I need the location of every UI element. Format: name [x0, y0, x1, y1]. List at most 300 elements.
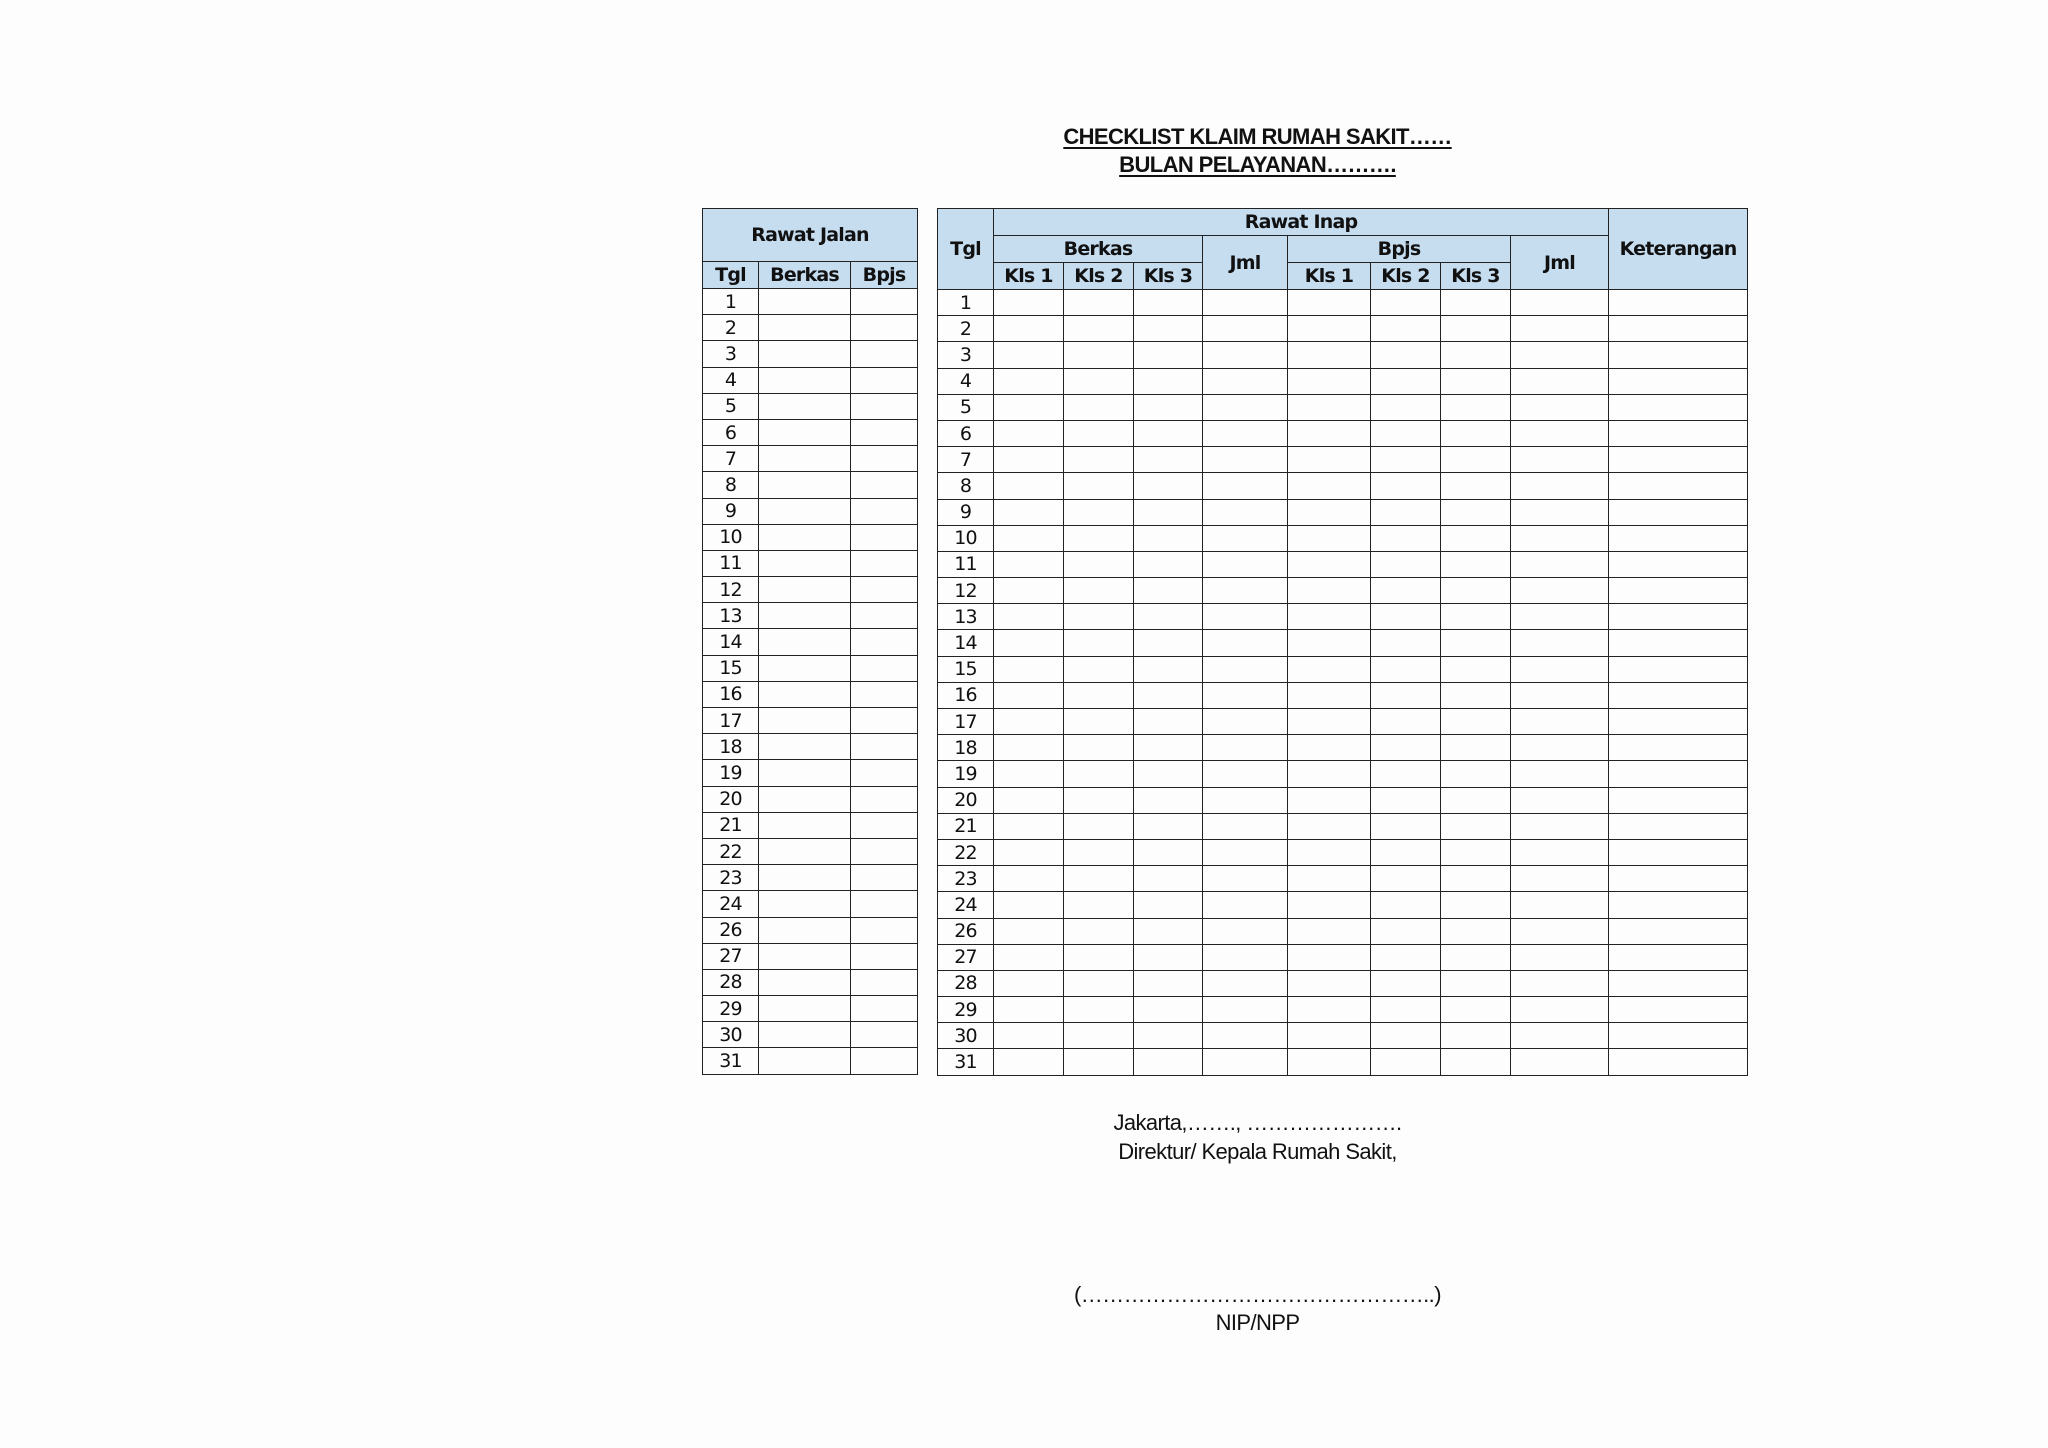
- entry-cell[interactable]: [1371, 656, 1441, 682]
- entry-cell[interactable]: [851, 943, 918, 969]
- entry-cell[interactable]: [1511, 918, 1609, 944]
- entry-cell[interactable]: [1203, 368, 1288, 394]
- entry-cell[interactable]: [1203, 420, 1288, 446]
- entry-cell[interactable]: [1441, 473, 1511, 499]
- entry-cell[interactable]: [1288, 656, 1371, 682]
- entry-cell[interactable]: [759, 315, 851, 341]
- entry-cell[interactable]: [759, 760, 851, 786]
- entry-cell[interactable]: [994, 892, 1064, 918]
- entry-cell[interactable]: [1609, 997, 1748, 1023]
- entry-cell[interactable]: [1203, 892, 1288, 918]
- entry-cell[interactable]: [759, 446, 851, 472]
- entry-cell[interactable]: [1064, 970, 1134, 996]
- entry-cell[interactable]: [1288, 970, 1371, 996]
- entry-cell[interactable]: [1511, 892, 1609, 918]
- entry-cell[interactable]: [1064, 499, 1134, 525]
- entry-cell[interactable]: [1064, 944, 1134, 970]
- entry-cell[interactable]: [1064, 709, 1134, 735]
- entry-cell[interactable]: [1203, 656, 1288, 682]
- entry-cell[interactable]: [759, 1022, 851, 1048]
- entry-cell[interactable]: [994, 394, 1064, 420]
- entry-cell[interactable]: [851, 577, 918, 603]
- entry-cell[interactable]: [1288, 368, 1371, 394]
- entry-cell[interactable]: [1511, 525, 1609, 551]
- entry-cell[interactable]: [1441, 656, 1511, 682]
- entry-cell[interactable]: [994, 447, 1064, 473]
- entry-cell[interactable]: [1064, 394, 1134, 420]
- entry-cell[interactable]: [1203, 813, 1288, 839]
- entry-cell[interactable]: [1064, 997, 1134, 1023]
- entry-cell[interactable]: [1134, 290, 1203, 316]
- entry-cell[interactable]: [1288, 525, 1371, 551]
- entry-cell[interactable]: [759, 708, 851, 734]
- entry-cell[interactable]: [1371, 420, 1441, 446]
- entry-cell[interactable]: [759, 419, 851, 445]
- entry-cell[interactable]: [1203, 866, 1288, 892]
- entry-cell[interactable]: [1288, 473, 1371, 499]
- entry-cell[interactable]: [1609, 944, 1748, 970]
- entry-cell[interactable]: [1441, 525, 1511, 551]
- entry-cell[interactable]: [1511, 290, 1609, 316]
- entry-cell[interactable]: [1371, 813, 1441, 839]
- entry-cell[interactable]: [1064, 578, 1134, 604]
- entry-cell[interactable]: [759, 891, 851, 917]
- entry-cell[interactable]: [1064, 290, 1134, 316]
- entry-cell[interactable]: [994, 735, 1064, 761]
- entry-cell[interactable]: [1134, 839, 1203, 865]
- entry-cell[interactable]: [1441, 892, 1511, 918]
- entry-cell[interactable]: [1371, 970, 1441, 996]
- entry-cell[interactable]: [759, 629, 851, 655]
- entry-cell[interactable]: [1609, 761, 1748, 787]
- entry-cell[interactable]: [1511, 447, 1609, 473]
- entry-cell[interactable]: [851, 367, 918, 393]
- entry-cell[interactable]: [1064, 368, 1134, 394]
- entry-cell[interactable]: [1441, 604, 1511, 630]
- entry-cell[interactable]: [1609, 420, 1748, 446]
- entry-cell[interactable]: [1441, 709, 1511, 735]
- entry-cell[interactable]: [994, 551, 1064, 577]
- entry-cell[interactable]: [851, 446, 918, 472]
- entry-cell[interactable]: [1064, 630, 1134, 656]
- entry-cell[interactable]: [1134, 682, 1203, 708]
- entry-cell[interactable]: [759, 734, 851, 760]
- entry-cell[interactable]: [759, 655, 851, 681]
- entry-cell[interactable]: [1371, 499, 1441, 525]
- entry-cell[interactable]: [1441, 1049, 1511, 1075]
- entry-cell[interactable]: [1288, 316, 1371, 342]
- entry-cell[interactable]: [1609, 682, 1748, 708]
- entry-cell[interactable]: [1371, 394, 1441, 420]
- entry-cell[interactable]: [1441, 499, 1511, 525]
- entry-cell[interactable]: [1609, 709, 1748, 735]
- entry-cell[interactable]: [1203, 1049, 1288, 1075]
- entry-cell[interactable]: [1371, 839, 1441, 865]
- entry-cell[interactable]: [1371, 735, 1441, 761]
- entry-cell[interactable]: [1134, 970, 1203, 996]
- entry-cell[interactable]: [1064, 551, 1134, 577]
- entry-cell[interactable]: [1441, 997, 1511, 1023]
- entry-cell[interactable]: [1203, 682, 1288, 708]
- entry-cell[interactable]: [1134, 918, 1203, 944]
- entry-cell[interactable]: [851, 838, 918, 864]
- entry-cell[interactable]: [1609, 316, 1748, 342]
- entry-cell[interactable]: [1203, 918, 1288, 944]
- entry-cell[interactable]: [994, 316, 1064, 342]
- entry-cell[interactable]: [1064, 813, 1134, 839]
- entry-cell[interactable]: [1203, 970, 1288, 996]
- entry-cell[interactable]: [994, 682, 1064, 708]
- entry-cell[interactable]: [1288, 787, 1371, 813]
- entry-cell[interactable]: [1441, 420, 1511, 446]
- entry-cell[interactable]: [851, 289, 918, 315]
- entry-cell[interactable]: [1371, 787, 1441, 813]
- entry-cell[interactable]: [1288, 682, 1371, 708]
- entry-cell[interactable]: [1441, 839, 1511, 865]
- entry-cell[interactable]: [1609, 866, 1748, 892]
- entry-cell[interactable]: [1609, 368, 1748, 394]
- entry-cell[interactable]: [1203, 525, 1288, 551]
- entry-cell[interactable]: [851, 681, 918, 707]
- entry-cell[interactable]: [759, 812, 851, 838]
- entry-cell[interactable]: [1134, 551, 1203, 577]
- entry-cell[interactable]: [1288, 394, 1371, 420]
- entry-cell[interactable]: [1288, 420, 1371, 446]
- entry-cell[interactable]: [1511, 499, 1609, 525]
- entry-cell[interactable]: [1609, 656, 1748, 682]
- entry-cell[interactable]: [1511, 813, 1609, 839]
- entry-cell[interactable]: [1203, 499, 1288, 525]
- entry-cell[interactable]: [1511, 866, 1609, 892]
- entry-cell[interactable]: [1203, 997, 1288, 1023]
- entry-cell[interactable]: [1203, 1023, 1288, 1049]
- entry-cell[interactable]: [851, 341, 918, 367]
- entry-cell[interactable]: [1064, 892, 1134, 918]
- entry-cell[interactable]: [1371, 1023, 1441, 1049]
- entry-cell[interactable]: [1134, 525, 1203, 551]
- entry-cell[interactable]: [994, 499, 1064, 525]
- entry-cell[interactable]: [994, 1023, 1064, 1049]
- entry-cell[interactable]: [1064, 735, 1134, 761]
- entry-cell[interactable]: [994, 813, 1064, 839]
- entry-cell[interactable]: [759, 393, 851, 419]
- entry-cell[interactable]: [851, 969, 918, 995]
- entry-cell[interactable]: [1371, 578, 1441, 604]
- entry-cell[interactable]: [851, 1022, 918, 1048]
- entry-cell[interactable]: [759, 969, 851, 995]
- entry-cell[interactable]: [1371, 316, 1441, 342]
- entry-cell[interactable]: [994, 944, 1064, 970]
- entry-cell[interactable]: [1288, 447, 1371, 473]
- entry-cell[interactable]: [1609, 970, 1748, 996]
- entry-cell[interactable]: [851, 734, 918, 760]
- entry-cell[interactable]: [851, 917, 918, 943]
- entry-cell[interactable]: [994, 918, 1064, 944]
- entry-cell[interactable]: [1064, 316, 1134, 342]
- entry-cell[interactable]: [994, 656, 1064, 682]
- entry-cell[interactable]: [1609, 473, 1748, 499]
- entry-cell[interactable]: [1371, 290, 1441, 316]
- entry-cell[interactable]: [1134, 447, 1203, 473]
- entry-cell[interactable]: [1609, 342, 1748, 368]
- entry-cell[interactable]: [1064, 787, 1134, 813]
- entry-cell[interactable]: [759, 550, 851, 576]
- entry-cell[interactable]: [1134, 630, 1203, 656]
- entry-cell[interactable]: [851, 419, 918, 445]
- entry-cell[interactable]: [759, 838, 851, 864]
- entry-cell[interactable]: [1288, 1023, 1371, 1049]
- entry-cell[interactable]: [1203, 551, 1288, 577]
- entry-cell[interactable]: [1288, 630, 1371, 656]
- entry-cell[interactable]: [1064, 839, 1134, 865]
- entry-cell[interactable]: [1441, 342, 1511, 368]
- entry-cell[interactable]: [994, 997, 1064, 1023]
- entry-cell[interactable]: [1609, 918, 1748, 944]
- entry-cell[interactable]: [851, 786, 918, 812]
- entry-cell[interactable]: [994, 342, 1064, 368]
- entry-cell[interactable]: [1371, 1049, 1441, 1075]
- entry-cell[interactable]: [1371, 551, 1441, 577]
- entry-cell[interactable]: [1288, 499, 1371, 525]
- entry-cell[interactable]: [759, 917, 851, 943]
- entry-cell[interactable]: [1371, 604, 1441, 630]
- entry-cell[interactable]: [851, 708, 918, 734]
- entry-cell[interactable]: [1511, 997, 1609, 1023]
- entry-cell[interactable]: [1511, 839, 1609, 865]
- entry-cell[interactable]: [851, 891, 918, 917]
- entry-cell[interactable]: [1441, 630, 1511, 656]
- entry-cell[interactable]: [1288, 944, 1371, 970]
- entry-cell[interactable]: [1441, 551, 1511, 577]
- entry-cell[interactable]: [1511, 604, 1609, 630]
- entry-cell[interactable]: [1064, 447, 1134, 473]
- entry-cell[interactable]: [1511, 578, 1609, 604]
- entry-cell[interactable]: [1609, 892, 1748, 918]
- entry-cell[interactable]: [1203, 944, 1288, 970]
- entry-cell[interactable]: [1511, 970, 1609, 996]
- entry-cell[interactable]: [1134, 604, 1203, 630]
- entry-cell[interactable]: [994, 290, 1064, 316]
- entry-cell[interactable]: [1288, 761, 1371, 787]
- entry-cell[interactable]: [1511, 316, 1609, 342]
- entry-cell[interactable]: [994, 604, 1064, 630]
- entry-cell[interactable]: [1371, 473, 1441, 499]
- entry-cell[interactable]: [851, 472, 918, 498]
- entry-cell[interactable]: [851, 629, 918, 655]
- entry-cell[interactable]: [994, 525, 1064, 551]
- entry-cell[interactable]: [1371, 918, 1441, 944]
- entry-cell[interactable]: [1441, 970, 1511, 996]
- entry-cell[interactable]: [1134, 761, 1203, 787]
- entry-cell[interactable]: [1203, 839, 1288, 865]
- entry-cell[interactable]: [1609, 525, 1748, 551]
- entry-cell[interactable]: [1371, 447, 1441, 473]
- entry-cell[interactable]: [1511, 944, 1609, 970]
- entry-cell[interactable]: [1441, 813, 1511, 839]
- entry-cell[interactable]: [1371, 525, 1441, 551]
- entry-cell[interactable]: [759, 603, 851, 629]
- entry-cell[interactable]: [851, 655, 918, 681]
- entry-cell[interactable]: [1288, 709, 1371, 735]
- entry-cell[interactable]: [759, 996, 851, 1022]
- entry-cell[interactable]: [1203, 290, 1288, 316]
- entry-cell[interactable]: [1064, 420, 1134, 446]
- entry-cell[interactable]: [1134, 578, 1203, 604]
- entry-cell[interactable]: [1134, 735, 1203, 761]
- entry-cell[interactable]: [994, 1049, 1064, 1075]
- entry-cell[interactable]: [1609, 551, 1748, 577]
- entry-cell[interactable]: [1511, 761, 1609, 787]
- entry-cell[interactable]: [1371, 368, 1441, 394]
- entry-cell[interactable]: [1609, 630, 1748, 656]
- entry-cell[interactable]: [1288, 813, 1371, 839]
- entry-cell[interactable]: [759, 681, 851, 707]
- entry-cell[interactable]: [1288, 997, 1371, 1023]
- entry-cell[interactable]: [1441, 787, 1511, 813]
- entry-cell[interactable]: [759, 289, 851, 315]
- entry-cell[interactable]: [1441, 866, 1511, 892]
- entry-cell[interactable]: [1371, 342, 1441, 368]
- entry-cell[interactable]: [1134, 394, 1203, 420]
- entry-cell[interactable]: [994, 473, 1064, 499]
- entry-cell[interactable]: [851, 524, 918, 550]
- entry-cell[interactable]: [1511, 342, 1609, 368]
- entry-cell[interactable]: [759, 524, 851, 550]
- entry-cell[interactable]: [1371, 944, 1441, 970]
- entry-cell[interactable]: [1134, 787, 1203, 813]
- entry-cell[interactable]: [1609, 813, 1748, 839]
- entry-cell[interactable]: [1441, 316, 1511, 342]
- entry-cell[interactable]: [851, 996, 918, 1022]
- entry-cell[interactable]: [1203, 447, 1288, 473]
- entry-cell[interactable]: [1609, 1023, 1748, 1049]
- entry-cell[interactable]: [759, 341, 851, 367]
- entry-cell[interactable]: [1134, 473, 1203, 499]
- entry-cell[interactable]: [1511, 735, 1609, 761]
- entry-cell[interactable]: [1134, 1049, 1203, 1075]
- entry-cell[interactable]: [1288, 290, 1371, 316]
- entry-cell[interactable]: [1511, 394, 1609, 420]
- entry-cell[interactable]: [994, 420, 1064, 446]
- entry-cell[interactable]: [1134, 499, 1203, 525]
- entry-cell[interactable]: [1371, 892, 1441, 918]
- entry-cell[interactable]: [1288, 839, 1371, 865]
- entry-cell[interactable]: [1203, 787, 1288, 813]
- entry-cell[interactable]: [994, 368, 1064, 394]
- entry-cell[interactable]: [1064, 473, 1134, 499]
- entry-cell[interactable]: [1203, 761, 1288, 787]
- entry-cell[interactable]: [1134, 866, 1203, 892]
- entry-cell[interactable]: [759, 943, 851, 969]
- entry-cell[interactable]: [1371, 761, 1441, 787]
- entry-cell[interactable]: [1203, 473, 1288, 499]
- entry-cell[interactable]: [1511, 656, 1609, 682]
- entry-cell[interactable]: [1134, 420, 1203, 446]
- entry-cell[interactable]: [1511, 709, 1609, 735]
- entry-cell[interactable]: [759, 367, 851, 393]
- entry-cell[interactable]: [759, 786, 851, 812]
- entry-cell[interactable]: [1371, 630, 1441, 656]
- entry-cell[interactable]: [1511, 1049, 1609, 1075]
- entry-cell[interactable]: [851, 865, 918, 891]
- entry-cell[interactable]: [1609, 499, 1748, 525]
- entry-cell[interactable]: [759, 472, 851, 498]
- entry-cell[interactable]: [994, 709, 1064, 735]
- entry-cell[interactable]: [1511, 787, 1609, 813]
- entry-cell[interactable]: [1371, 866, 1441, 892]
- entry-cell[interactable]: [1288, 604, 1371, 630]
- entry-cell[interactable]: [1609, 447, 1748, 473]
- entry-cell[interactable]: [1134, 316, 1203, 342]
- entry-cell[interactable]: [851, 498, 918, 524]
- entry-cell[interactable]: [1441, 944, 1511, 970]
- entry-cell[interactable]: [1203, 578, 1288, 604]
- entry-cell[interactable]: [1288, 735, 1371, 761]
- entry-cell[interactable]: [994, 839, 1064, 865]
- entry-cell[interactable]: [1288, 551, 1371, 577]
- entry-cell[interactable]: [1134, 656, 1203, 682]
- entry-cell[interactable]: [1511, 1023, 1609, 1049]
- entry-cell[interactable]: [851, 315, 918, 341]
- entry-cell[interactable]: [1609, 839, 1748, 865]
- entry-cell[interactable]: [1441, 1023, 1511, 1049]
- entry-cell[interactable]: [759, 498, 851, 524]
- entry-cell[interactable]: [1134, 944, 1203, 970]
- entry-cell[interactable]: [994, 630, 1064, 656]
- entry-cell[interactable]: [1134, 709, 1203, 735]
- entry-cell[interactable]: [1064, 682, 1134, 708]
- entry-cell[interactable]: [994, 787, 1064, 813]
- entry-cell[interactable]: [1609, 735, 1748, 761]
- entry-cell[interactable]: [1441, 368, 1511, 394]
- entry-cell[interactable]: [1134, 342, 1203, 368]
- entry-cell[interactable]: [994, 866, 1064, 892]
- entry-cell[interactable]: [1064, 656, 1134, 682]
- entry-cell[interactable]: [851, 550, 918, 576]
- entry-cell[interactable]: [994, 970, 1064, 996]
- entry-cell[interactable]: [1288, 918, 1371, 944]
- entry-cell[interactable]: [1203, 316, 1288, 342]
- entry-cell[interactable]: [1288, 578, 1371, 604]
- entry-cell[interactable]: [1511, 630, 1609, 656]
- entry-cell[interactable]: [1511, 551, 1609, 577]
- entry-cell[interactable]: [1441, 447, 1511, 473]
- entry-cell[interactable]: [1203, 735, 1288, 761]
- entry-cell[interactable]: [759, 577, 851, 603]
- entry-cell[interactable]: [1064, 918, 1134, 944]
- entry-cell[interactable]: [1064, 761, 1134, 787]
- entry-cell[interactable]: [1609, 290, 1748, 316]
- entry-cell[interactable]: [1609, 394, 1748, 420]
- entry-cell[interactable]: [1288, 892, 1371, 918]
- entry-cell[interactable]: [1064, 1049, 1134, 1075]
- entry-cell[interactable]: [1441, 735, 1511, 761]
- entry-cell[interactable]: [1441, 290, 1511, 316]
- entry-cell[interactable]: [851, 812, 918, 838]
- entry-cell[interactable]: [1441, 682, 1511, 708]
- entry-cell[interactable]: [994, 578, 1064, 604]
- entry-cell[interactable]: [851, 603, 918, 629]
- entry-cell[interactable]: [1134, 813, 1203, 839]
- entry-cell[interactable]: [1064, 525, 1134, 551]
- entry-cell[interactable]: [1064, 866, 1134, 892]
- entry-cell[interactable]: [851, 1048, 918, 1074]
- entry-cell[interactable]: [1134, 1023, 1203, 1049]
- entry-cell[interactable]: [1203, 342, 1288, 368]
- entry-cell[interactable]: [1288, 342, 1371, 368]
- entry-cell[interactable]: [1609, 578, 1748, 604]
- entry-cell[interactable]: [1288, 866, 1371, 892]
